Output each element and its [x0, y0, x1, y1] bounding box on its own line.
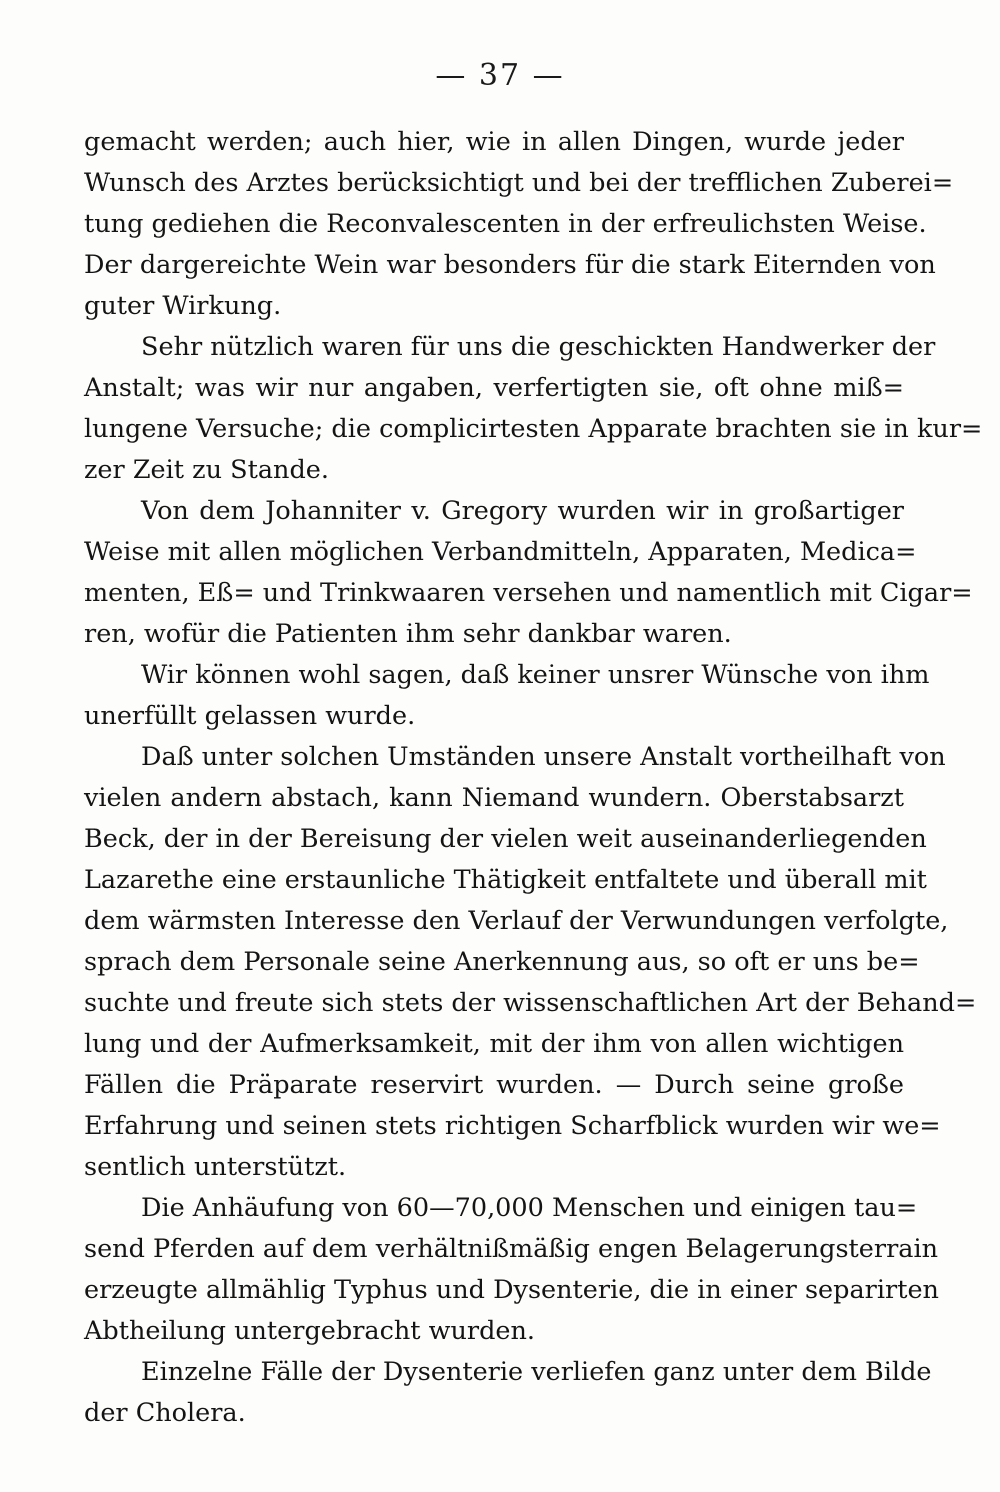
text-line: unerfüllt gelassen wurde. — [84, 701, 416, 731]
text-line: Der dargereichte Wein war besonders für die stark Eiternden von — [84, 250, 936, 280]
paragraph — [84, 1352, 932, 1434]
text-line: lung und der Aufmerksamkeit, mit der ihm von allen wichtigen — [84, 1029, 904, 1059]
body-text — [84, 122, 983, 1434]
text-line: Erfahrung und seinen stets richtigen Scharfblick wurden wir we= — [84, 1111, 941, 1141]
text-line: Einzelne Fälle der Dysenterie verliefen ganz unter dem Bilde — [141, 1357, 932, 1387]
paragraph — [84, 737, 977, 1188]
text-line: zer Zeit zu Stande. — [84, 455, 329, 485]
text-line: Wunsch des Arztes berücksichtigt und bei der trefflichen Zuberei= — [84, 168, 954, 198]
text-line: send Pferden auf dem verhältnißmäßig engen Belagerungsterrain — [84, 1234, 939, 1264]
text-line: ren, wofür die Patienten ihm sehr dankbar waren. — [84, 619, 732, 649]
paragraph — [84, 655, 930, 737]
text-line: menten, Eß= und Trinkwaaren versehen und namentlich mit Cigar= — [84, 578, 973, 608]
text-line: tung gediehen die Reconvalescenten in der erfreulichsten Weise. — [84, 209, 927, 239]
text-line: Von dem Johanniter v. Gregory wurden wir in großartiger — [141, 496, 904, 526]
text-line: Die Anhäufung von 60—70,000 Menschen und einigen tau= — [141, 1193, 918, 1223]
text-line: suchte und freute sich stets der wissenschaftlichen Art der Behand= — [84, 988, 977, 1018]
text-line: der Cholera. — [84, 1398, 246, 1428]
text-line: Lazarethe eine erstaunliche Thätigkeit entfaltete und überall mit — [84, 865, 927, 895]
text-line: Abtheilung untergebracht wurden. — [84, 1316, 536, 1346]
paragraph — [84, 491, 973, 655]
text-line: Beck, der in der Bereisung der vielen weit auseinanderliegenden — [84, 824, 927, 854]
text-line: erzeugte allmählig Typhus und Dysenterie, die in einer separirten — [84, 1275, 939, 1305]
paragraph — [84, 1188, 939, 1352]
text-line: sentlich unterstützt. — [84, 1152, 347, 1182]
text-line: Daß unter solchen Umständen unsere Anstalt vortheilhaft von — [141, 742, 946, 772]
text-line: Sehr nützlich waren für uns die geschickten Handwerker der — [141, 332, 936, 362]
paragraph — [84, 327, 983, 491]
text-line: Weise mit allen möglichen Verbandmitteln, Apparaten, Medica= — [84, 537, 917, 567]
text-line: Anstalt; was wir nur angaben, verfertigten sie, oft ohne miß= — [84, 373, 904, 403]
paragraph — [84, 122, 954, 327]
page-number: — 37 — — [435, 58, 565, 93]
text-line: lungene Versuche; die complicirtesten Apparate brachten sie in kur= — [84, 414, 983, 444]
text-line: Fällen die Präparate reservirt wurden. — Durch seine große — [84, 1070, 904, 1100]
text-line: sprach dem Personale seine Anerkennung aus, so oft er uns be= — [84, 947, 920, 977]
text-line: guter Wirkung. — [84, 291, 282, 321]
text-line: dem wärmsten Interesse den Verlauf der Verwundungen verfolgte, — [84, 906, 949, 936]
text-line: gemacht werden; auch hier, wie in allen Dingen, wurde jeder — [84, 127, 904, 157]
text-line: vielen andern abstach, kann Niemand wundern. Oberstabsarzt — [84, 783, 904, 813]
text-line: Wir können wohl sagen, daß keiner unsrer Wünsche von ihm — [141, 660, 930, 690]
